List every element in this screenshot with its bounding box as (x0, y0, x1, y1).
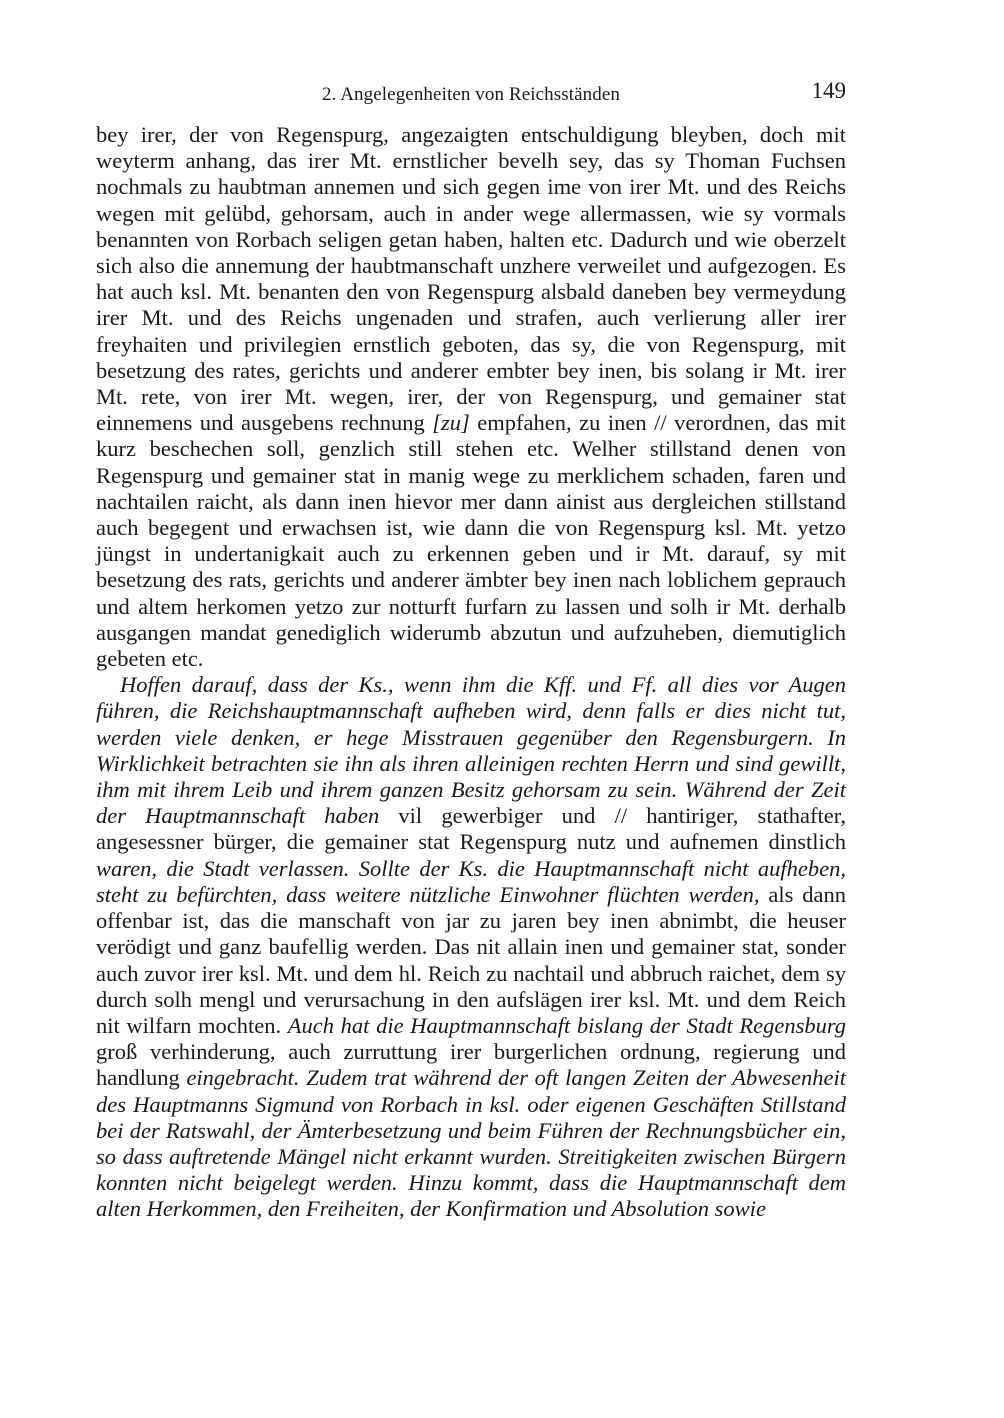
source-text: empfahen, zu inen // verordnen, das mit kurz beschechen soll, genzlich still stehen etc. Welher stillstand denen von Regenspurg und gemainer stat in manig wege zu merklichem schaden, faren und nachtailen raicht, als dann inen hievor mer dann ainist aus dergleichen stillstand auch begegent und erwachsen ist, wie dann die von Regenspurg ksl. Mt. yetzo jüngst in undertanigkait auch zu erkennen geben und ir Mt. darauf, sy mit besetzung des rats, gerichts und anderer ämbter bey inen nach loblichem geprauch und altem herkomen yetzo zur notturft furfarn zu lassen und solh ir Mt. derhalb ausgangen mandat genediglich widerumb abzutun und aufzuheben, diemutiglich gebeten etc. (96, 410, 846, 672)
editorial-summary: eingebracht. Zudem trat während der oft langen Zeiten der Abwesenheit des Hauptmanns Sigmund von Rorbach in ksl. oder eigenen Geschäften Stillstand bei der Ratswahl, der Ämterbesetzung und beim Führen der Rechnungsbücher ein, so dass auftretende Mängel nicht erkannt wurden. Streitigkeiten zwischen Bürgern konnten nicht beigelegt werden. Hinzu kommt, dass die Hauptmannschaft dem alten Herkommen, den Freiheiten, der Konfirmation und Absolution sowie (96, 1065, 846, 1222)
source-text: als dann offenbar ist, das die manschaft von jar zu jaren bey inen abnimbt, die heuser verödigt und ganz baufellig werden. Das nit allain inen und gemainer stat, sonder auch zuvor irer ksl. Mt. und dem hl. Reich zu nachtail und abbruch raichet, dem sy durch solh mengl und verursachung in den aufslägen irer ksl. Mt. und dem Reich nit wilfarn mochten. (96, 881, 846, 1038)
paragraph-2 (96, 672, 846, 1222)
running-head (96, 78, 846, 108)
editorial-summary: waren, die Stadt verlassen. Sollte der Ks. die Hauptmannschaft nicht aufheben, steht zu befürchten, dass weitere nützliche Einwohner flüchten werden, (96, 855, 846, 907)
source-text: groß verhinderung, auch zurruttung irer burgerlichen ordnung, regierung und handlung (96, 1039, 846, 1091)
editorial-summary: Auch hat die Hauptmannschaft bislang der Stadt Regensburg (287, 1012, 846, 1038)
editorial-insertion: [zu] (432, 410, 470, 436)
main-text (96, 122, 846, 1223)
source-text: bey irer, der von Regenspurg, angezaigten entschuldigung bleyben, doch mit weyterm anhang, das irer Mt. ernstlicher bevelh sey, das sy Thoman Fuchsen nochmals zu haubtman annemen und sich gegen ime von irer Mt. und des Reichs wegen mit gelübd, gehorsam, auch in ander wege allermassen, wie sy vormals benannten von Rorbach seligen getan haben, halten etc. Dadurch und wie oberzelt sich also die annemung der haubtmanschaft unzhere verweilet und aufgezogen. Es hat auch ksl. Mt. benanten den von Regenspurg alsbald daneben bey vermeydung irer Mt. und des Reichs ungenaden und strafen, auch verlierung aller irer freyhaiten und privilegien ernstlich geboten, das sy, die von Regenspurg, mit besetzung des rates, gerichts und anderer embter bey inen, bis solang ir Mt. irer Mt. rete, von irer Mt. wegen, irer, der von Regenspurg, und gemainer stat einnemens und ausgebens rechnung (96, 122, 846, 436)
paragraph-1 (96, 122, 846, 672)
page-number: 149 (811, 78, 846, 103)
running-title: 2. Angelegenheiten von Reichsständen (321, 84, 621, 105)
source-text: vil gewerbiger und // hantiriger, stathafter, angesessner bürger, die gemainer stat Regenspurg nutz und aufnemen dinstlich (96, 803, 846, 855)
editorial-summary: Hoffen darauf, dass der Ks., wenn ihm die Kff. und Ff. all dies vor Augen führen, die Reichshauptmannschaft aufheben wird, denn falls er dies nicht tut, werden viele denken, er hege Misstrauen gegenüber den Regensburgern. In Wirklichkeit betrachten sie ihn als ihren alleinigen rechten Herrn und sind gewillt, ihm mit ihrem Leib und ihrem ganzen Besitz gehorsam zu sein. Während der Zeit der Hauptmannschaft haben (96, 672, 846, 829)
